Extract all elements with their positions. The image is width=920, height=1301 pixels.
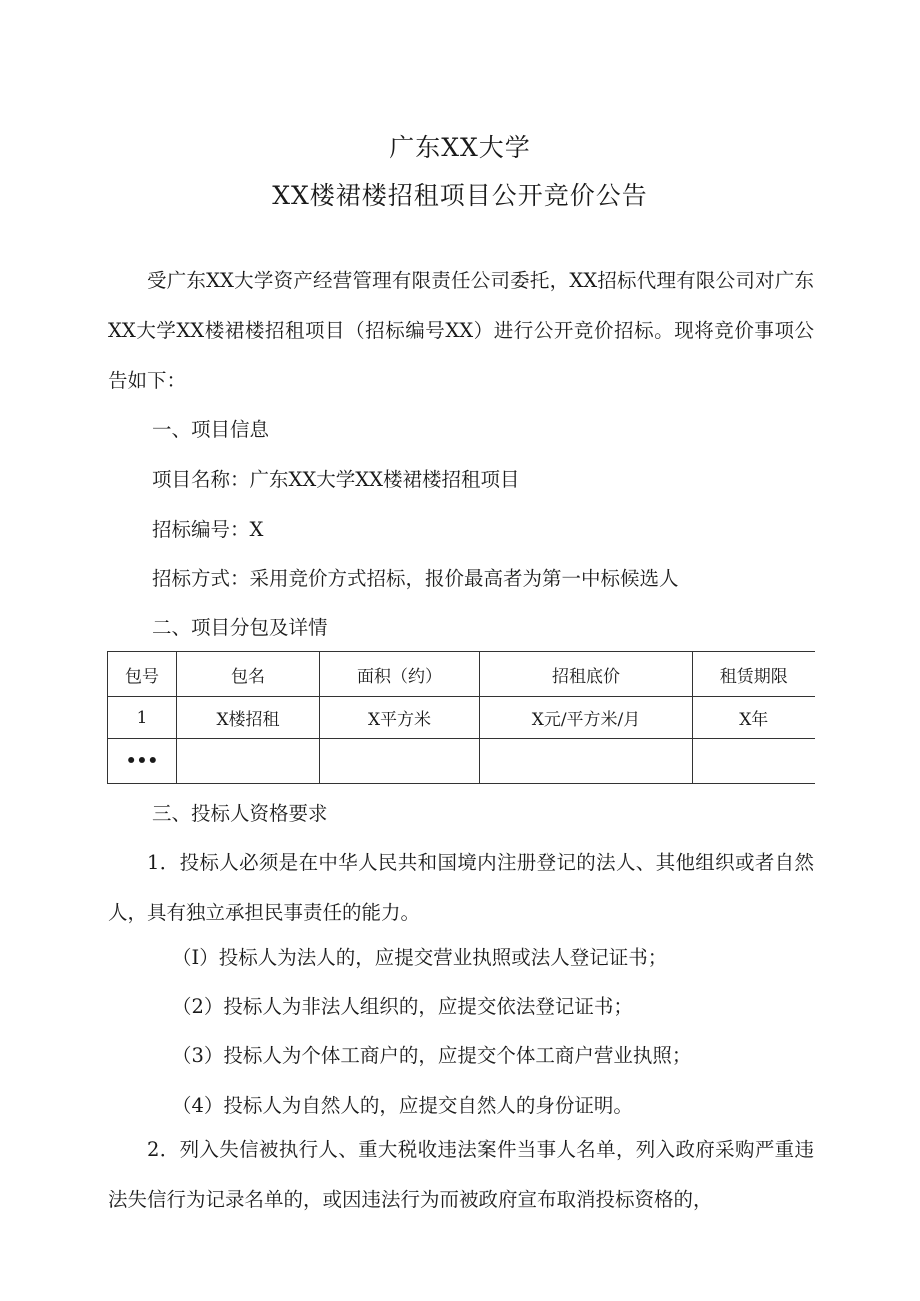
table-cell: ••• <box>108 739 177 784</box>
table-header-row <box>108 652 815 697</box>
title-line-2: XX楼裙楼招租项目公开竞价公告 <box>272 181 648 210</box>
requirement-1: 1．投标人必须是在中华人民共和国境内注册登记的法人、其他组织或者自然人，具有独立承担民事责任的能力。 <box>108 851 814 924</box>
table-cell: X楼招租 <box>177 697 320 739</box>
table-cell: X平方米 <box>320 697 480 739</box>
bid-number-line: 招标编号：X <box>152 518 264 541</box>
table-cell: 1 <box>108 697 177 739</box>
requirement-1-sub-4: （4）投标人为自然人的，应提交自然人的身份证明。 <box>172 1094 633 1117</box>
table-header-cell: 租赁期限 <box>693 652 815 697</box>
title-line-1: 广东XX大学 <box>389 133 531 162</box>
section-2-heading: 二、项目分包及详情 <box>152 616 328 639</box>
intro-paragraph: 受广东XX大学资产经营管理有限责任公司委托，XX招标代理有限公司对广东XX大学XX楼裙楼招租项目（招标编号XX）进行公开竞价招标。现将竞价事项公告如下： <box>108 269 814 392</box>
table-row <box>108 739 815 784</box>
table-header-cell: 招租底价 <box>480 652 693 697</box>
table-cell <box>177 739 320 784</box>
requirement-1-sub-2: （2）投标人为非法人组织的，应提交依法登记证书； <box>172 995 633 1018</box>
requirement-1-sub-1: （I）投标人为法人的，应提交营业执照或法人登记证书； <box>172 946 668 969</box>
requirement-2: 2．列入失信被执行人、重大税收违法案件当事人名单，列入政府采购严重违法失信行为记录名单的，或因违法行为而被政府宣布取消投标资格的， <box>108 1138 814 1211</box>
table-cell: X年 <box>693 697 815 739</box>
table-cell <box>320 739 480 784</box>
table-header-cell: 面积（约） <box>320 652 480 697</box>
table-header-cell: 包号 <box>108 652 177 697</box>
table-cell: X元/平方米/月 <box>480 697 693 739</box>
package-table <box>107 651 815 784</box>
section-1-heading: 一、项目信息 <box>152 418 270 441</box>
bid-method-line: 招标方式：采用竞价方式招标，报价最高者为第一中标候选人 <box>152 567 679 590</box>
table-header-cell: 包名 <box>177 652 320 697</box>
section-3-heading: 三、投标人资格要求 <box>152 802 328 825</box>
table-cell <box>480 739 693 784</box>
project-name-line: 项目名称：广东XX大学XX楼裙楼招租项目 <box>152 468 520 491</box>
table-cell <box>693 739 815 784</box>
requirement-1-sub-3: （3）投标人为个体工商户的，应提交个体工商户营业执照； <box>172 1044 692 1067</box>
table-row <box>108 697 815 739</box>
